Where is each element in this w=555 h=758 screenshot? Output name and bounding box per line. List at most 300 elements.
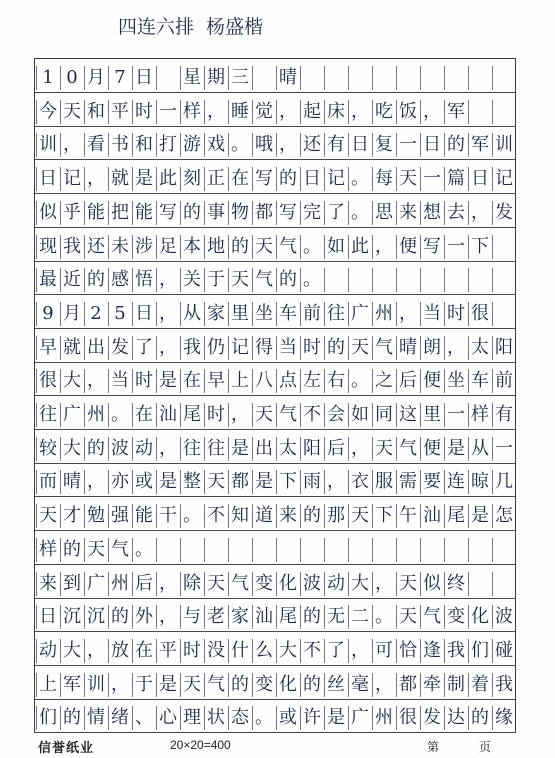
grid-char: 的: [279, 168, 297, 190]
grid-char: 一: [447, 404, 465, 425]
grid-char: ，: [423, 100, 441, 122]
grid-char: 了: [135, 336, 153, 358]
grid-char: 日: [39, 168, 57, 190]
grid-char: 什: [231, 639, 249, 661]
grid-char: 。: [135, 538, 153, 560]
grid-row: [35, 362, 515, 396]
grid-char: 么: [255, 639, 273, 661]
grid-char: 汕: [159, 404, 177, 425]
grid-char: 左: [303, 370, 321, 392]
grid-char: 如: [351, 404, 369, 425]
paper-brand: 信誉纸业: [38, 741, 95, 756]
grid-char: 的: [231, 235, 249, 257]
grid-cell-box: [156, 538, 180, 562]
grid-char: 除: [183, 572, 201, 594]
grid-char: 们: [471, 639, 489, 661]
grid-char: 气: [399, 437, 417, 459]
grid-char: 打: [159, 134, 177, 156]
grid-char: 在: [135, 639, 153, 661]
grid-char: ，: [375, 235, 393, 257]
grid-cell-box: [468, 66, 492, 90]
grid-char: 没: [207, 639, 225, 661]
grid-char: 天: [255, 235, 273, 257]
grid-char: 5: [114, 302, 126, 324]
grid-char: 来: [279, 505, 297, 527]
grid-char: 才: [63, 505, 81, 527]
grid-char: 今: [39, 100, 57, 122]
grid-char: 9: [42, 302, 54, 324]
grid-char: ，: [159, 606, 177, 628]
grid-cell-box: [444, 268, 468, 292]
grid-cell-box: [492, 572, 516, 596]
grid-char: ，: [375, 673, 393, 695]
grid-char: ，: [63, 134, 81, 156]
grid-char: 晴: [279, 67, 297, 88]
grid-char: ，: [279, 134, 297, 156]
grid-char: 到: [63, 572, 81, 594]
grid-char: 气: [207, 673, 225, 695]
grid-char: 似: [423, 572, 441, 594]
grid-char: 气: [375, 336, 393, 358]
grid-char: 便: [423, 437, 441, 459]
grid-char: 写: [423, 235, 441, 257]
grid-char: 天: [39, 505, 57, 527]
grid-char: 军: [447, 100, 465, 122]
grid-char: 之: [375, 370, 393, 392]
grid-cell-box: [324, 66, 348, 90]
student-heading: [118, 8, 263, 42]
grid-char: 觉: [255, 100, 273, 122]
grid-char: 天: [399, 572, 417, 594]
grid-char: 晾: [471, 471, 489, 493]
grid-char: 是: [159, 471, 177, 493]
grid-char: 篇: [447, 168, 465, 190]
grid-char: 不: [303, 404, 321, 425]
grid-char: 天: [399, 606, 417, 628]
grid-char: 时: [183, 639, 201, 661]
grid-char: 写: [255, 168, 273, 190]
grid-char: 阳: [303, 437, 321, 459]
grid-char: 近: [63, 269, 81, 291]
grid-char: 有: [327, 134, 345, 156]
grid-char: 后: [135, 572, 153, 594]
grid-char: 的: [447, 134, 465, 156]
grid-char: 一: [495, 437, 513, 459]
grid-char: 或: [279, 707, 297, 729]
grid-cell-box: [180, 538, 204, 562]
grid-cell-box: [420, 66, 444, 90]
grid-char: 气: [423, 606, 441, 628]
grid-char: 大: [63, 639, 81, 661]
grid-char: 了: [327, 201, 345, 223]
grid-char: 心: [159, 707, 177, 729]
grid-char: 一: [447, 235, 465, 257]
grid-char: 日: [471, 168, 489, 190]
grid-cell-box: [300, 66, 324, 90]
grid-cell-box: [492, 268, 516, 292]
grid-char: ，: [207, 100, 225, 122]
grid-char: 乎: [63, 201, 81, 223]
grid-char: 期: [207, 67, 225, 88]
grid-char: 是: [135, 168, 153, 190]
grid-char: 许: [303, 707, 321, 729]
grid-char: 很: [399, 707, 417, 729]
grid-char: 地: [207, 235, 225, 257]
grid-char: 牵: [423, 673, 441, 695]
grid-cell-box: [252, 538, 276, 562]
grid-char: 月: [87, 67, 105, 88]
grid-char: 会: [327, 404, 345, 425]
grid-char: 天: [207, 572, 225, 594]
grid-cell-box: [372, 268, 396, 292]
grid-char: 朗: [423, 336, 441, 358]
grid-char: 天: [399, 168, 417, 190]
grid-char: 书: [111, 134, 129, 156]
grid-char: 同: [375, 404, 393, 425]
grid-char: ，: [351, 639, 369, 661]
grid-char: 时: [135, 100, 153, 122]
grid-char: 从: [471, 437, 489, 459]
grid-cell-box: [492, 302, 516, 326]
grid-char: 和: [87, 100, 105, 122]
grid-char: 在: [135, 404, 153, 425]
grid-char: 家: [207, 302, 225, 324]
grid-char: 后: [399, 370, 417, 392]
grid-char: 有: [495, 404, 513, 425]
grid-cell-box: [300, 538, 324, 562]
grid-char: 缘: [495, 707, 513, 729]
grid-char: 很: [39, 370, 57, 392]
grid-char: 出: [255, 437, 273, 459]
grid-char: 。: [351, 370, 369, 392]
grid-char: 丝: [327, 673, 345, 695]
grid-char: 。: [303, 235, 321, 257]
grid-char: 日: [423, 134, 441, 156]
grid-row: [35, 463, 515, 497]
grid-char: 大: [63, 437, 81, 459]
grid-char: 气: [255, 269, 273, 291]
grid-char: 右: [327, 370, 345, 392]
grid-char: 三: [231, 67, 249, 88]
grid-char: 态: [231, 707, 249, 729]
grid-char: 气: [279, 404, 297, 425]
grid-char: 变: [255, 673, 273, 695]
grid-char: 的: [327, 336, 345, 358]
grid-cell-box: [396, 268, 420, 292]
grid-char: 记: [63, 168, 81, 190]
grid-char: 放: [111, 639, 129, 661]
grid-char: 日: [135, 302, 153, 324]
grid-char: 能: [87, 201, 105, 223]
grid-char: 我: [183, 336, 201, 358]
grid-char: 记: [327, 168, 345, 190]
grid-char: 每: [375, 168, 393, 190]
grid-char: 波: [303, 572, 321, 594]
grid-row: [35, 194, 515, 228]
grid-char: 是: [159, 673, 177, 695]
grid-char: 晴: [63, 471, 81, 493]
grid-char: 当: [279, 336, 297, 358]
grid-row: [35, 531, 515, 565]
grid-char: 训: [39, 134, 57, 156]
grid-char: 时: [135, 370, 153, 392]
grid-char: 动: [135, 437, 153, 459]
grid-char: 天: [183, 673, 201, 695]
grid-char: ，: [159, 302, 177, 324]
grid-row: [35, 59, 515, 93]
grid-char: 很: [471, 302, 489, 324]
grid-rows: [35, 59, 515, 732]
grid-char: 发: [111, 336, 129, 358]
grid-char: 车: [279, 302, 297, 324]
grid-row: [35, 396, 515, 430]
grid-char: ，: [87, 639, 105, 661]
grid-cell-box: [324, 538, 348, 562]
grid-char: 广: [63, 404, 81, 425]
grid-char: 不: [303, 639, 321, 661]
grid-char: 需: [399, 471, 417, 493]
grid-char: 。: [183, 505, 201, 527]
grid-char: 是: [327, 707, 345, 729]
grid-char: 想: [423, 201, 441, 223]
grid-char: 我: [447, 639, 465, 661]
grid-char: ，: [471, 201, 489, 223]
grid-char: 毫: [351, 673, 369, 695]
grid-row: [35, 430, 515, 464]
grid-char: 哦: [255, 134, 273, 156]
grid-char: 都: [255, 201, 273, 223]
grid-char: 如: [327, 235, 345, 257]
grid-char: 恰: [399, 639, 417, 661]
grid-char: 于: [207, 269, 225, 291]
grid-char: 衣: [351, 471, 369, 493]
grid-char: 知: [231, 505, 249, 527]
grid-char: 往: [183, 437, 201, 459]
grid-char: 达: [447, 707, 465, 729]
grid-char: 时: [207, 404, 225, 425]
grid-char: 出: [87, 336, 105, 358]
paper-footer: [0, 734, 555, 758]
grid-char: 便: [399, 235, 417, 257]
grid-char: 的: [279, 269, 297, 291]
grid-char: 样: [183, 100, 201, 122]
grid-char: 游: [183, 134, 201, 156]
grid-char: 天: [351, 336, 369, 358]
grid-char: 在: [183, 370, 201, 392]
grid-cell-box: [492, 100, 516, 124]
grid-char: 道: [255, 505, 273, 527]
grid-char: ，: [159, 572, 177, 594]
grid-char: 便: [423, 370, 441, 392]
grid-char: 未: [111, 235, 129, 257]
grid-char: 大: [279, 639, 297, 661]
grid-char: 动: [327, 572, 345, 594]
grid-row: [35, 126, 515, 160]
grid-char: 发: [495, 201, 513, 223]
grid-char: 平: [159, 639, 177, 661]
grid-char: 悟: [135, 269, 153, 291]
grid-char: 州: [375, 302, 393, 324]
grid-row: [35, 295, 515, 329]
grid-char: 干: [159, 505, 177, 527]
grid-cell-box: [324, 268, 348, 292]
grid-char: 终: [447, 572, 465, 594]
grid-row: [35, 329, 515, 363]
grid-char: 样: [39, 538, 57, 560]
grid-char: 刻: [183, 168, 201, 190]
grid-char: 的: [87, 437, 105, 459]
grid-cell-box: [468, 572, 492, 596]
grid-char: 都: [231, 471, 249, 493]
grid-char: 思: [375, 201, 393, 223]
student-name: 杨盛楷: [206, 15, 264, 38]
grid-char: 点: [279, 370, 297, 392]
grid-cell-box: [444, 66, 468, 90]
grid-char: 复: [375, 134, 393, 156]
grid-char: 感: [111, 269, 129, 291]
grid-cell-box: [468, 268, 492, 292]
grid-char: 坐: [447, 370, 465, 392]
grid-char: 动: [39, 639, 57, 661]
grid-char: 吃: [375, 100, 393, 122]
grid-char: ，: [447, 336, 465, 358]
grid-char: 几: [495, 471, 513, 493]
grid-char: 样: [471, 404, 489, 425]
grid-char: 广: [351, 707, 369, 729]
grid-char: 太: [279, 437, 297, 459]
grid-char: [156, 66, 180, 90]
grid-char: 往: [327, 302, 345, 324]
grid-char: 。: [111, 404, 129, 425]
grid-char: 我: [63, 235, 81, 257]
grid-char: 上: [231, 370, 249, 392]
grid-char: 写: [279, 201, 297, 223]
grid-char: 足: [159, 235, 177, 257]
grid-char: 就: [63, 336, 81, 358]
grid-char: 下: [279, 471, 297, 493]
grid-char: 状: [207, 707, 225, 729]
grid-char: 变: [447, 606, 465, 628]
page-label: 第: [427, 740, 440, 754]
grid-char: 后: [327, 437, 345, 459]
grid-cell-box: [468, 538, 492, 562]
grid-char: 们: [39, 707, 57, 729]
grid-char: 家: [231, 606, 249, 628]
grid-char: 去: [447, 201, 465, 223]
grid-char: 。: [231, 134, 249, 156]
grid-char: 把: [111, 201, 129, 223]
grid-char: 7: [114, 67, 126, 88]
grid-char: 整: [183, 471, 201, 493]
grid-char: 戏: [207, 134, 225, 156]
grid-char: 无: [327, 606, 345, 628]
grid-char: 物: [231, 201, 249, 223]
grid-char: 或: [135, 471, 153, 493]
grid-char: 天: [87, 538, 105, 560]
grid-char: 那: [327, 505, 345, 527]
grid-char: 了: [327, 639, 345, 661]
grid-char: 是: [447, 437, 465, 459]
grid-char: 我: [495, 673, 513, 695]
grid-char: 睡: [231, 100, 249, 122]
grid-char: 午: [399, 505, 417, 527]
grid-char: 可: [375, 639, 393, 661]
grid-row: [35, 228, 515, 262]
grid-char: ，: [159, 269, 177, 291]
grid-char: 的: [231, 673, 249, 695]
grid-char: 天: [63, 100, 81, 122]
grid-char: 晴: [399, 336, 417, 358]
grid-char: 亦: [111, 471, 129, 493]
grid-char: 天: [207, 471, 225, 493]
grid-char: 和: [135, 134, 153, 156]
grid-char: 的: [303, 505, 321, 527]
grid-char: 是: [159, 370, 177, 392]
grid-char: 日: [303, 168, 321, 190]
grid-cell-box: [372, 538, 396, 562]
grid-char: 发: [423, 707, 441, 729]
grid-char: 制: [447, 673, 465, 695]
grid-char: 起: [303, 100, 321, 122]
grid-char: 关: [183, 269, 201, 291]
grid-row: [35, 261, 515, 295]
grid-char: 床: [327, 100, 345, 122]
grid-char: 一: [159, 100, 177, 122]
grid-cell-box: [420, 538, 444, 562]
grid-char: 尾: [183, 404, 201, 425]
grid-char: ，: [87, 370, 105, 392]
grid-char: 变: [255, 572, 273, 594]
grid-char: 正: [207, 168, 225, 190]
grid-char: ，: [351, 437, 369, 459]
grid-char: 平: [111, 100, 129, 122]
grid-char: 涉: [135, 235, 153, 257]
grid-char: 这: [399, 404, 417, 425]
grid-char: 事: [207, 201, 225, 223]
grid-char: 要: [423, 471, 441, 493]
grid-char: 的: [303, 673, 321, 695]
grid-char: 老: [207, 606, 225, 628]
grid-cell-box: [420, 268, 444, 292]
grid-char: 往: [207, 437, 225, 459]
grid-char: ，: [87, 471, 105, 493]
grid-char: 来: [39, 572, 57, 594]
grid-cell-box: [492, 235, 516, 259]
grid-cell-box: [396, 66, 420, 90]
grid-char: 汕: [255, 606, 273, 628]
grid-char: 日: [135, 67, 153, 88]
grid-char: 的: [87, 269, 105, 291]
grid-char: 时: [447, 302, 465, 324]
grid-char: 气: [279, 235, 297, 257]
grid-char: 似: [39, 201, 57, 223]
writing-grid: [34, 58, 516, 733]
grid-char: 就: [111, 168, 129, 190]
grid-char: 而: [39, 471, 57, 493]
grid-char: 八: [255, 370, 273, 392]
grid-row: [35, 160, 515, 194]
grid-char: 还: [87, 235, 105, 257]
grid-cell-box: [228, 538, 252, 562]
grid-char: 勉: [87, 505, 105, 527]
grid-char: 大: [63, 370, 81, 392]
grid-char: 饭: [399, 100, 417, 122]
grid-char: 军: [63, 673, 81, 695]
grid-char: ，: [327, 471, 345, 493]
grid-char: ，: [375, 572, 393, 594]
grid-char: 碰: [495, 639, 513, 661]
grid-char: 理: [183, 707, 201, 729]
